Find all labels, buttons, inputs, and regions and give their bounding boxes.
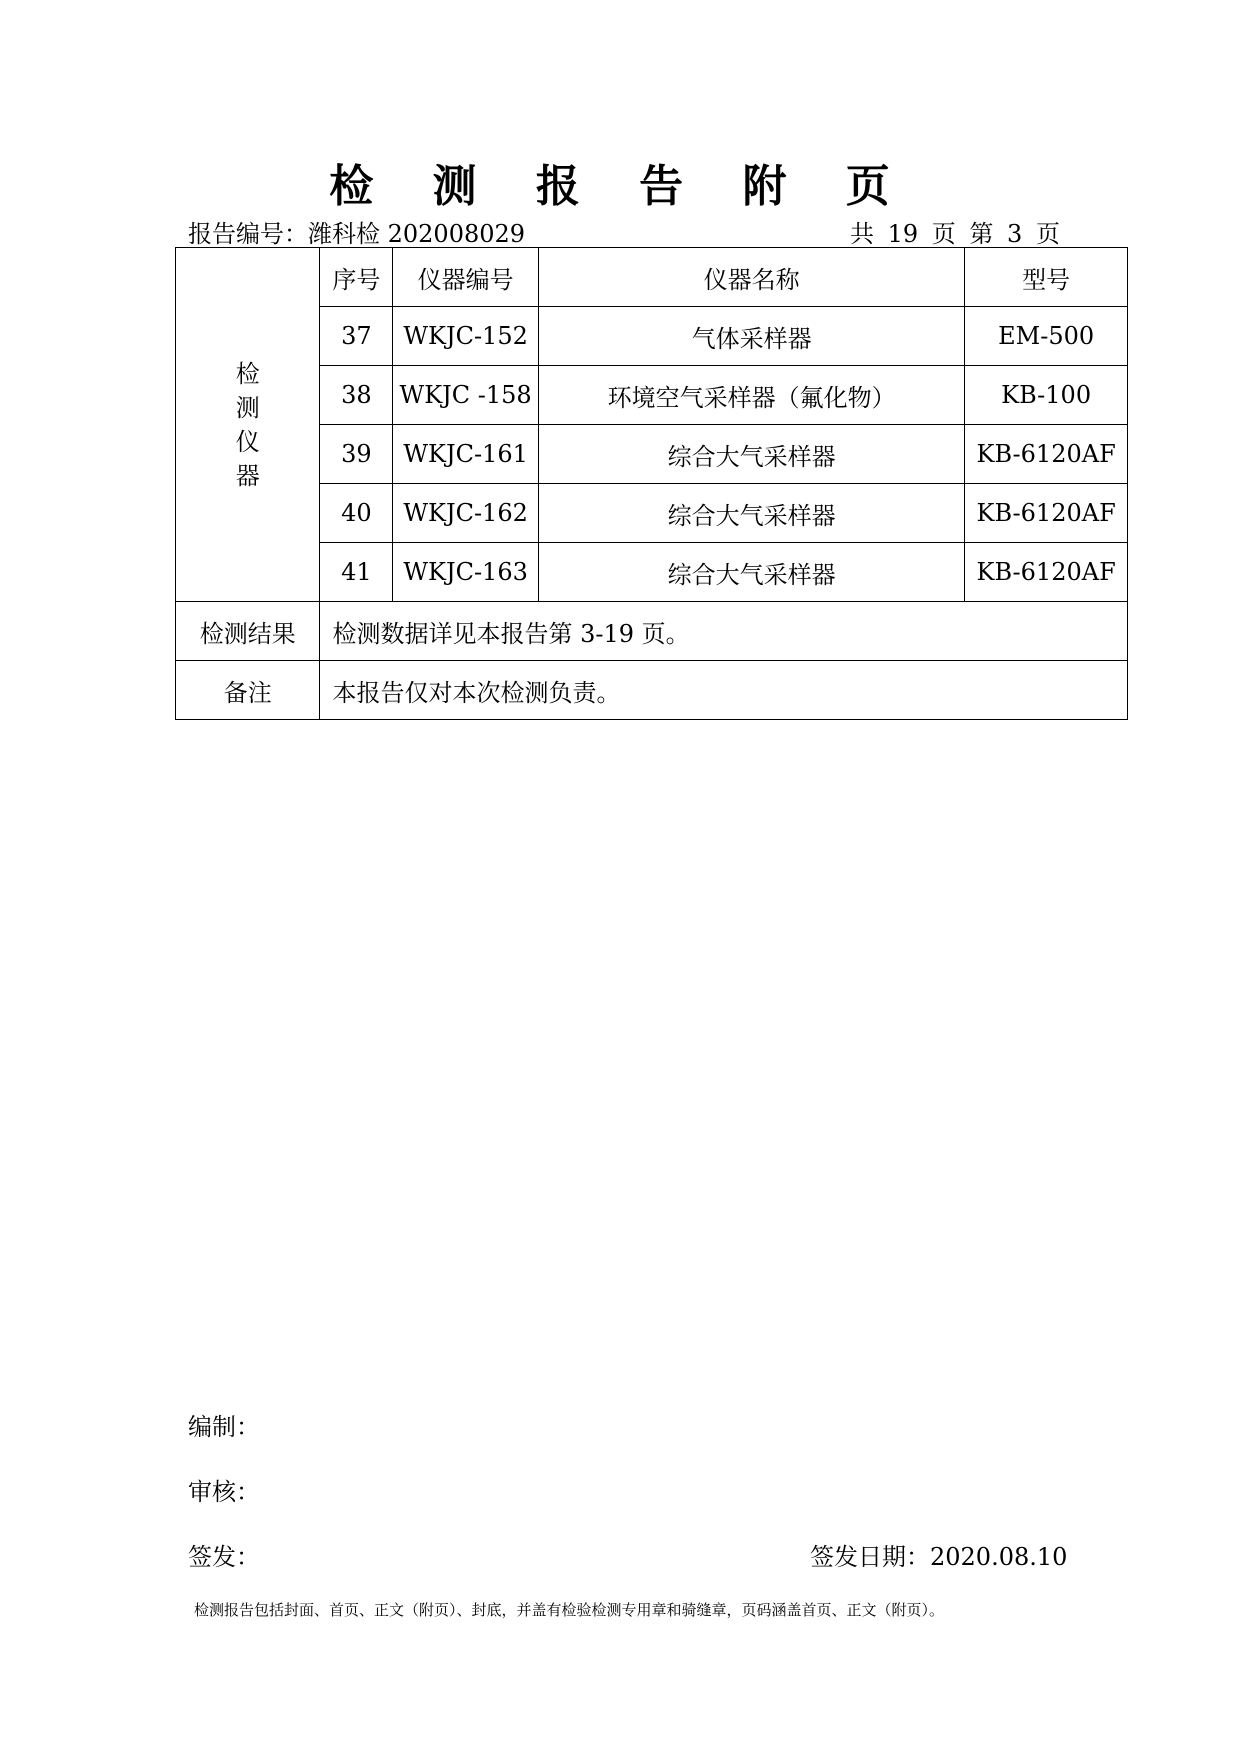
cell-name: 气体采样器 xyxy=(538,307,964,366)
cell-name: 综合大气采样器 xyxy=(538,425,964,484)
cell-code: WKJC-162 xyxy=(393,484,539,543)
footer-note: 检测报告包括封面、首页、正文（附页）、封底，并盖有检验检测专用章和骑缝章，页码涵盖首页、正文（附页）。 xyxy=(194,1601,945,1619)
remark-text: 本报告仅对本次检测负责。 xyxy=(320,661,1128,720)
section-label-text: 检测仪器 xyxy=(235,359,260,490)
report-number xyxy=(188,214,525,249)
issue-date-value: 2020.08.10 xyxy=(930,1543,1068,1571)
cell-name: 环境空气采样器（氟化物） xyxy=(538,366,964,425)
review-label: 审核： xyxy=(188,1478,260,1506)
cell-model: KB-100 xyxy=(965,366,1128,425)
cell-name: 综合大气采样器 xyxy=(538,484,964,543)
cell-code: WKJC -158 xyxy=(393,366,539,425)
cell-seq: 37 xyxy=(320,307,393,366)
section-label-instruments xyxy=(176,248,320,602)
cell-model: EM-500 xyxy=(965,307,1128,366)
cell-seq: 39 xyxy=(320,425,393,484)
result-row xyxy=(176,602,1128,661)
cell-seq: 38 xyxy=(320,366,393,425)
report-number-value: 潍科检 202008029 xyxy=(308,220,526,248)
cell-code: WKJC-152 xyxy=(393,307,539,366)
cell-name: 综合大气采样器 xyxy=(538,543,964,602)
cell-seq: 41 xyxy=(320,543,393,602)
column-header-seq: 序号 xyxy=(320,248,393,307)
issue-date-label: 签发日期： xyxy=(810,1543,930,1571)
cell-model: KB-6120AF xyxy=(965,425,1128,484)
cell-code: WKJC-163 xyxy=(393,543,539,602)
cell-code: WKJC-161 xyxy=(393,425,539,484)
page-info: 共 19 页 第 3 页 xyxy=(850,220,1060,248)
result-text: 检测数据详见本报告第 3-19 页。 xyxy=(320,602,1128,661)
report-number-label: 报告编号： xyxy=(188,220,308,248)
result-label: 检测结果 xyxy=(176,602,320,661)
issue-label: 签发： xyxy=(188,1543,260,1571)
compile-label: 编制： xyxy=(188,1413,260,1441)
cell-model: KB-6120AF xyxy=(965,543,1128,602)
column-header-code: 仪器编号 xyxy=(393,248,539,307)
remark-label: 备注 xyxy=(176,661,320,720)
table-header-row xyxy=(176,248,1128,307)
remark-row xyxy=(176,661,1128,720)
cell-seq: 40 xyxy=(320,484,393,543)
issue-date xyxy=(810,1537,1067,1572)
column-header-name: 仪器名称 xyxy=(538,248,964,307)
page-title: 检 测 报 告 附 页 xyxy=(329,161,912,212)
instrument-table xyxy=(175,247,1128,720)
column-header-model: 型号 xyxy=(965,248,1128,307)
cell-model: KB-6120AF xyxy=(965,484,1128,543)
